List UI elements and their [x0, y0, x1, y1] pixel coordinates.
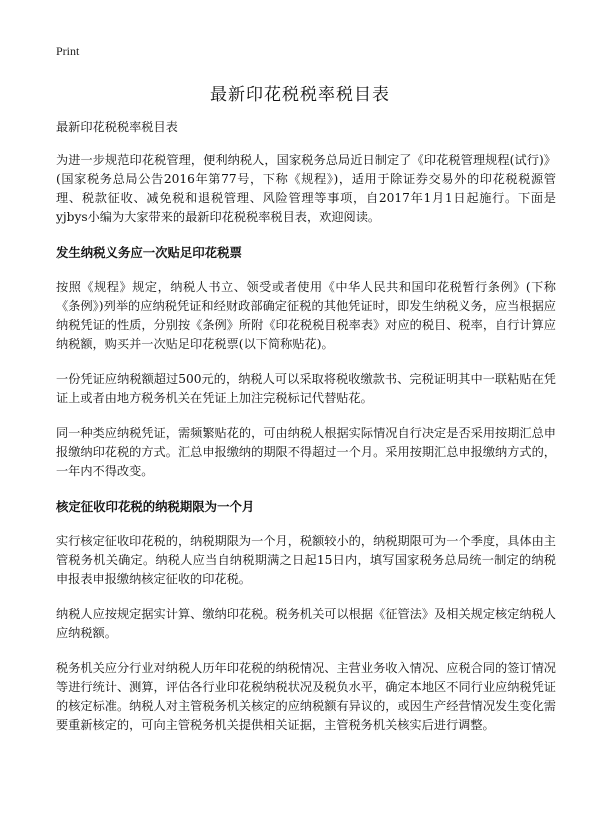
print-link[interactable]: Print [56, 44, 80, 58]
section-heading-2: 核定征收印花税的纳税期限为一个月 [56, 499, 255, 514]
paragraph-6: 税务机关应分行业对纳税人历年印花税的纳税情况、主营业务收入情况、应税合同的签订情况等进行统计、测算，评估各行业印花税纳税状况及税负水平，确定本地区不同行业应纳税凭证的核定标准。纳税人对主管税务机关核定的应纳税额有异议的，或因生产经营情况发生变化需要重新核定的，可向主管税务机关提供相关证据，主管税务机关核实后进行调整。 [56, 661, 556, 732]
paragraph-intro: 为进一步规范印花税管理，便利纳税人，国家税务总局近日制定了《印花税管理规程(试行)》(国家税务总局公告2016年第77号，下称《规程》)，适用于除证券交易外的印花税税源管理、税款征收、减免税和退税管理、风险管理等事项，自2017年1月1日起施行。下面是yjbys小编为大家带来的最新印花税税率税目表，欢迎阅读。 [56, 153, 556, 224]
paragraph-4: 实行核定征收印花税的，纳税期限为一个月，税额较小的，纳税期限可为一个季度，具体由主管税务机关确定。纳税人应当自纳税期满之日起15日内，填写国家税务总局统一制定的纳税申报表申报缴纳核定征收的印花税。 [56, 534, 556, 586]
paragraph-1: 按照《规程》规定，纳税人书立、领受或者使用《中华人民共和国印花税暂行条例》(下称《条例》)列举的应纳税凭证和经财政部确定征税的其他凭证时，即发生纳税义务，应当根据应纳税凭证的性质，分别按《条例》所附《印花税税目税率表》对应的税目、税率，自行计算应纳税额，购买并一次贴足印花税票(以下简称贴花)。 [56, 280, 556, 351]
article-subtitle: 最新印花税税率税目表 [56, 120, 178, 134]
paragraph-5: 纳税人应按规定据实计算、缴纳印花税。税务机关可以根据《征管法》及相关规定核定纳税人应纳税额。 [56, 607, 556, 640]
page-title: 最新印花税税率税目表 [210, 85, 390, 105]
paragraph-2: 一份凭证应纳税额超过500元的，纳税人可以采取将税收缴款书、完税证明其中一联粘贴在凭证上或者由地方税务机关在凭证上加注完税标记代替贴花。 [56, 372, 556, 405]
section-heading-1: 发生纳税义务应一次贴足印花税票 [56, 245, 242, 260]
paragraph-3: 同一种类应纳税凭证，需频繁贴花的，可由纳税人根据实际情况自行决定是否采用按期汇总申报缴纳印花税的方式。汇总申报缴纳的期限不得超过一个月。采用按期汇总申报缴纳方式的，一年内不得改变。 [56, 426, 556, 478]
article-body [56, 118, 556, 751]
